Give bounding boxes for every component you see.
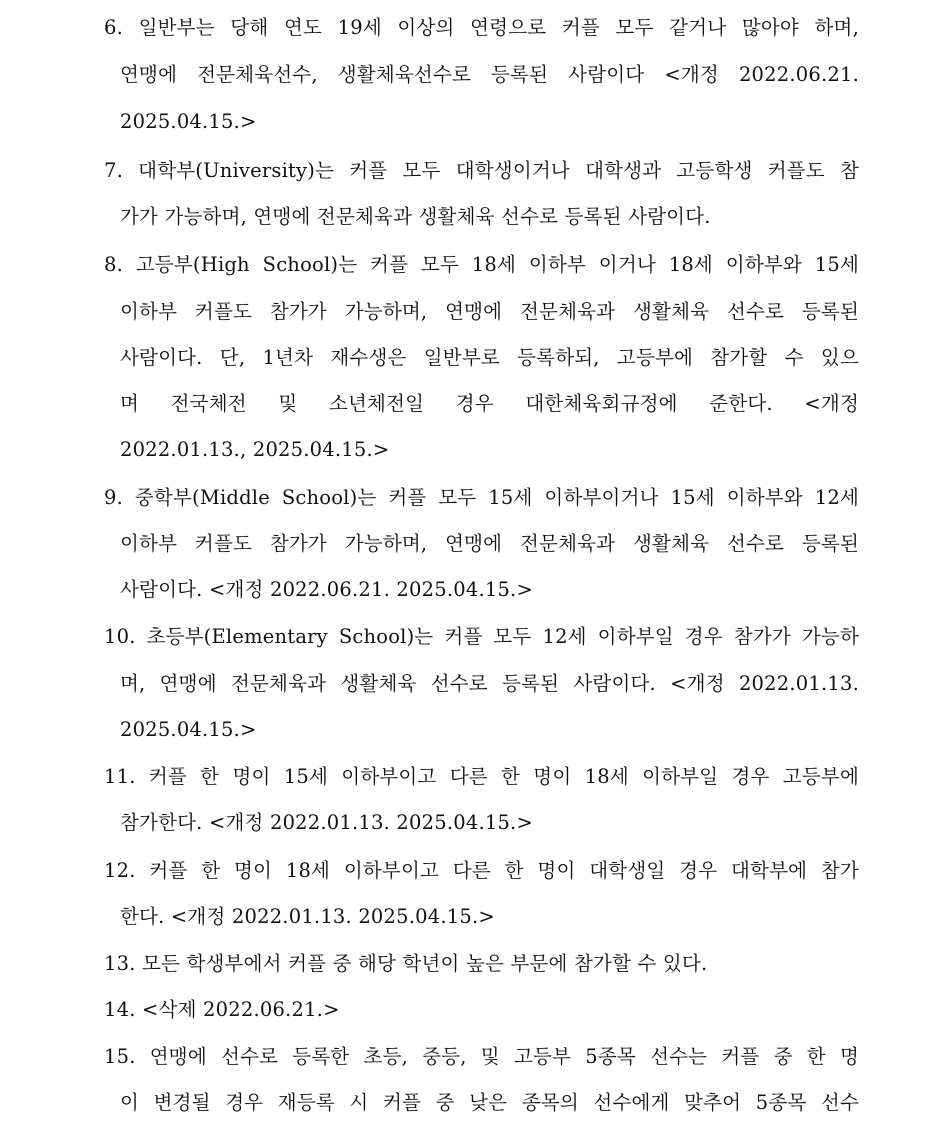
item-15-line-1: 15. 연맹에 선수로 등록한 초등, 중등, 및 고등부 5종목 선수는 커플 중 한 명: [104, 1045, 859, 1068]
item-10-line-3: 2025.04.15.>: [120, 718, 257, 741]
item-10-line-1: 10. 초등부(Elementary School)는 커플 모두 12세 이하부일 경우 참가가 가능하: [104, 625, 859, 648]
item-10-line-2: 며, 연맹에 전문체육과 생활체육 선수로 등록된 사람이다. <개정 2022.01.13.: [120, 672, 859, 695]
item-11-line-2: 참가한다. <개정 2022.01.13. 2025.04.15.>: [120, 811, 533, 834]
item-8-line-5: 2022.01.13., 2025.04.15.>: [120, 438, 390, 461]
item-7-line-2: 가가 가능하며, 연맹에 전문체육과 생활체육 선수로 등록된 사람이다.: [120, 205, 711, 228]
item-12-line-1: 12. 커플 한 명이 18세 이하부이고 다른 한 명이 대학생일 경우 대학부에 참가: [104, 859, 859, 882]
item-14-line-1: 14. <삭제 2022.06.21.>: [104, 998, 340, 1021]
item-8-line-1: 8. 고등부(High School)는 커플 모두 18세 이하부 이거나 18세 이하부와 15세: [104, 253, 859, 276]
item-9-line-1: 9. 중학부(Middle School)는 커플 모두 15세 이하부이거나 15세 이하부와 12세: [104, 486, 859, 509]
item-6-line-3: 2025.04.15.>: [120, 110, 257, 133]
item-8-line-4: 며 전국체전 및 소년체전일 경우 대한체육회규정에 준한다. <개정: [120, 392, 859, 415]
item-8-line-2: 이하부 커플도 참가가 가능하며, 연맹에 전문체육과 생활체육 선수로 등록된: [120, 300, 859, 323]
item-15-line-2: 이 변경될 경우 재등록 시 커플 중 낮은 종목의 선수에게 맞추어 5종목 선수: [120, 1091, 859, 1114]
item-6-line-2: 연맹에 전문체육선수, 생활체육선수로 등록된 사람이다 <개정 2022.06.21.: [120, 63, 859, 86]
item-6-line-1: 6. 일반부는 당해 연도 19세 이상의 연령으로 커플 모두 같거나 많아야 하며,: [104, 16, 859, 39]
item-7-line-1: 7. 대학부(University)는 커플 모두 대학생이거나 대학생과 고등학생 커플도 참: [104, 159, 859, 182]
item-9-line-3: 사람이다. <개정 2022.06.21. 2025.04.15.>: [120, 578, 533, 601]
item-9-line-2: 이하부 커플도 참가가 가능하며, 연맹에 전문체육과 생활체육 선수로 등록된: [120, 532, 859, 555]
item-12-line-2: 한다. <개정 2022.01.13. 2025.04.15.>: [120, 905, 495, 928]
item-11-line-1: 11. 커플 한 명이 15세 이하부이고 다른 한 명이 18세 이하부일 경우 고등부에: [104, 765, 859, 788]
item-13-line-1: 13. 모든 학생부에서 커플 중 해당 학년이 높은 부문에 참가할 수 있다.: [104, 952, 708, 975]
item-8-line-3: 사람이다. 단, 1년차 재수생은 일반부로 등록하되, 고등부에 참가할 수 있으: [120, 346, 859, 369]
